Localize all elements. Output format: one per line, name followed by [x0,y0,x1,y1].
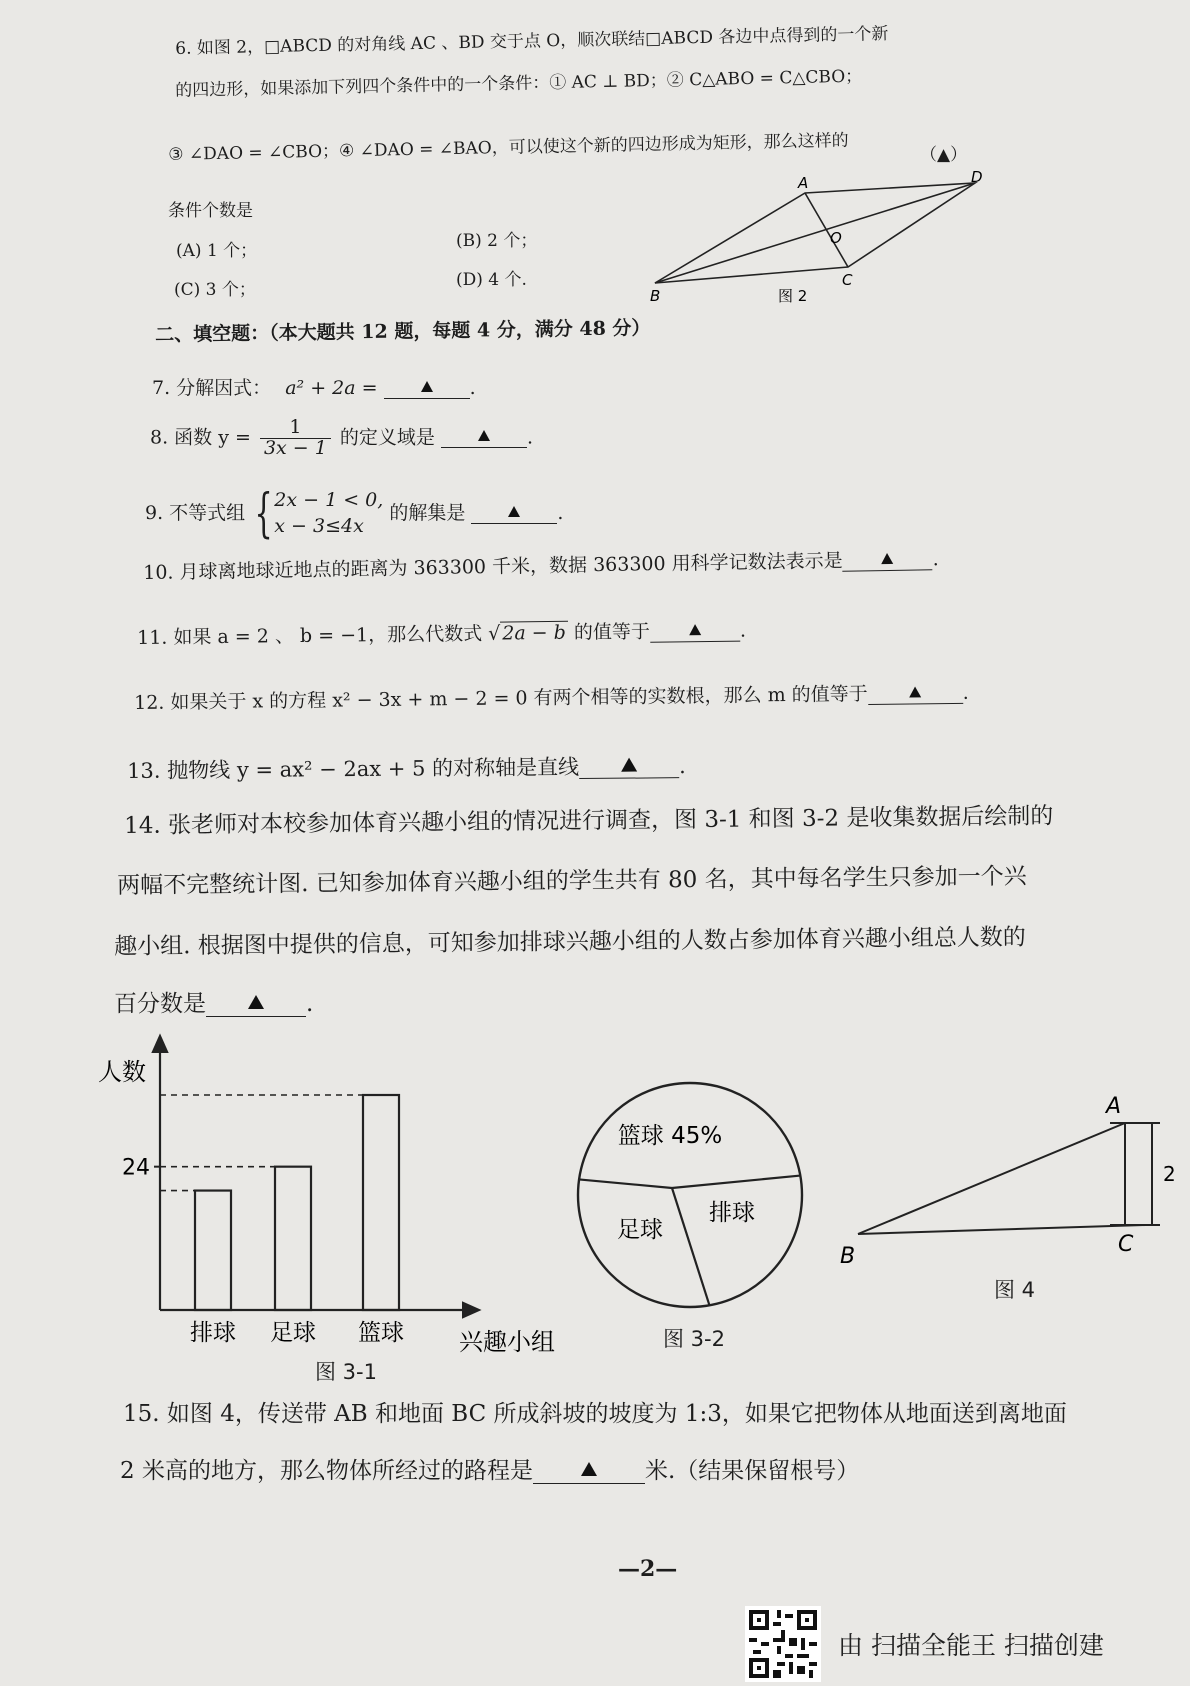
figure-2-parallelogram [630,170,1000,305]
fig4-caption: 图 4 [994,1278,1036,1302]
answer-triangle-icon [421,381,433,392]
answer-triangle-icon [508,506,520,517]
q11-square-root: √2a − b [488,621,566,645]
answer-triangle-icon [909,686,921,697]
bar-2 [275,1167,311,1310]
q9-inequality-system: 2x − 1 < 0, x − 3≤4x [274,489,384,537]
q6-line2: 的四边形，如果添加下列四个条件中的一个条件：① AC ⊥ BD；② C△ABO = C△CBO； [175,66,863,101]
fig2-label-o: O [830,229,842,247]
bar-1 [195,1191,231,1310]
left-brace: { [254,484,273,544]
y-axis-label: 人数 [98,1058,146,1086]
segment-ab [858,1123,1125,1234]
q6-answer-mark: （▲） [920,145,968,165]
q7-expression: a² + 2a = [285,377,378,399]
fig4-label-c: C [1118,1232,1134,1257]
question-12: 12. 如果关于 x 的方程 x² − 3x + m − 2 = 0 有两个相等的实数根，那么 m 的值等于 . [134,681,969,714]
q6-line3: ③ ∠DAO = ∠CBO；④ ∠DAO = ∠BAO，可以使这个新的四边形成为矩形，那么这样的 [168,130,849,165]
question-10: 10. 月球离地球近地点的距离为 363300 千米，数据 363300 用科学记数法表示是 . [143,548,939,584]
fig2-label-d: D [971,170,983,186]
diagonal-bd [655,183,975,283]
pie-slice-edge-3 [672,1188,709,1305]
pie-slice-label-1: 篮球 45% [617,1123,723,1149]
q6-line1: 6. 如图 2，□ABCD 的对角线 AC 、BD 交于点 O，顺次联结□ABCD 各边中点得到的一个新 [175,24,889,59]
q6-option-a: (A) 1 个； [176,241,258,261]
answer-triangle-icon [581,1462,597,1476]
fig2-label-a: A [798,174,809,192]
q9-answer-blank [471,504,557,524]
q10-answer-blank [842,550,932,572]
fig2-label-c: C [842,271,853,289]
page-number: —2— [618,1556,678,1582]
fig2-caption: 图 2 [778,287,808,305]
fig4-height-label: 2 [1163,1162,1176,1186]
q8-answer-blank [441,428,527,448]
section-2-title: 二、填空题：（本大题共 12 题，每题 4 分，满分 48 分） [155,317,651,346]
segment-bc [858,1225,1145,1234]
q14-answer-blank [206,993,306,1017]
x-tick-label-3: 篮球 [358,1320,404,1346]
x-axis-label: 兴趣小组 [459,1328,555,1356]
q6-option-b: (B) 2 个； [456,231,538,251]
x-tick-label-1: 排球 [190,1320,236,1346]
question-11: 11. 如果 a = 2 、 b = −1，那么代数式 √2a − b 的值等于 . [137,619,747,649]
bar-series [160,1095,404,1346]
fig32-caption: 图 3-2 [663,1327,725,1351]
pie-slice-label-2: 排球 [709,1200,755,1226]
bar-3 [363,1095,399,1310]
qr-code-icon [745,1606,821,1682]
scanner-watermark: 由 扫描全能王 扫描创建 [838,1631,1104,1660]
q15-line2: 2 米高的地方，那么物体所经过的路程是 米.（结果保留根号） [120,1458,860,1484]
question-13: 13. 抛物线 y = ax² − 2ax + 5 的对称轴是直线 . [127,754,686,783]
q6-line4: 条件个数是 [168,201,253,221]
question-7: 7. 分解因式： a² + 2a = . [152,377,476,399]
q13-answer-blank [579,756,679,779]
fig31-caption: 图 3-1 [315,1360,377,1384]
fig2-label-b: B [650,287,661,305]
pie-slice-edge-1 [579,1179,672,1188]
answer-triangle-icon [882,553,894,564]
figure-3-1-bar-chart [95,1030,565,1380]
answer-triangle-icon [621,758,637,772]
pie-slice-edge-2 [672,1176,800,1188]
figure-3-2-pie-chart [560,1065,820,1325]
answer-triangle-icon [248,995,264,1009]
x-tick-label-2: 足球 [270,1320,316,1346]
q15-line1: 15. 如图 4，传送带 AB 和地面 BC 所成斜坡的坡度为 1:3，如果它把物体从地面送到离地面 [123,1401,1067,1427]
y-tick-24: 24 [122,1155,150,1181]
pie-slice-label-3: 足球 [617,1217,663,1243]
answer-triangle-icon [478,430,490,441]
answer-triangle-icon [689,624,701,635]
q6-option-c: (C) 3 个； [174,280,256,300]
question-8: 8. 函数 y = $\frac{1}{3x - 1}$ 的定义域是 . [150,416,534,459]
q15-answer-blank [533,1460,645,1484]
q14-line3: 趣小组. 根据图中提供的信息，可知参加排球兴趣小组的人数占参加体育兴趣小组总人数的 [114,924,1026,960]
q11-answer-blank [650,622,740,643]
q14-line4: 百分数是 . [114,991,314,1017]
q12-answer-blank [868,684,963,705]
q14-line1: 14. 张老师对本校参加体育兴趣小组的情况进行调查，图 3-1 和图 3-2 是收集数据后绘制的 [124,803,1054,839]
q8-fraction: $\frac{1}{3x - 1}$ [260,418,331,459]
pie-outline [578,1083,802,1307]
q7-answer-blank [384,379,470,399]
q14-line2: 两幅不完整统计图. 已知参加体育兴趣小组的学生共有 80 名，其中每名学生只参加一个兴 [117,863,1027,899]
fig4-label-b: B [840,1244,856,1269]
q6-option-d: (D) 4 个. [456,270,527,290]
figure-4-slope [840,1085,1185,1290]
question-9: 9. 不等式组 { 2x − 1 < 0, x − 3≤4x 的解集是 . [145,484,564,544]
pie-series [578,1083,802,1307]
fig4-label-a: A [1106,1094,1122,1119]
